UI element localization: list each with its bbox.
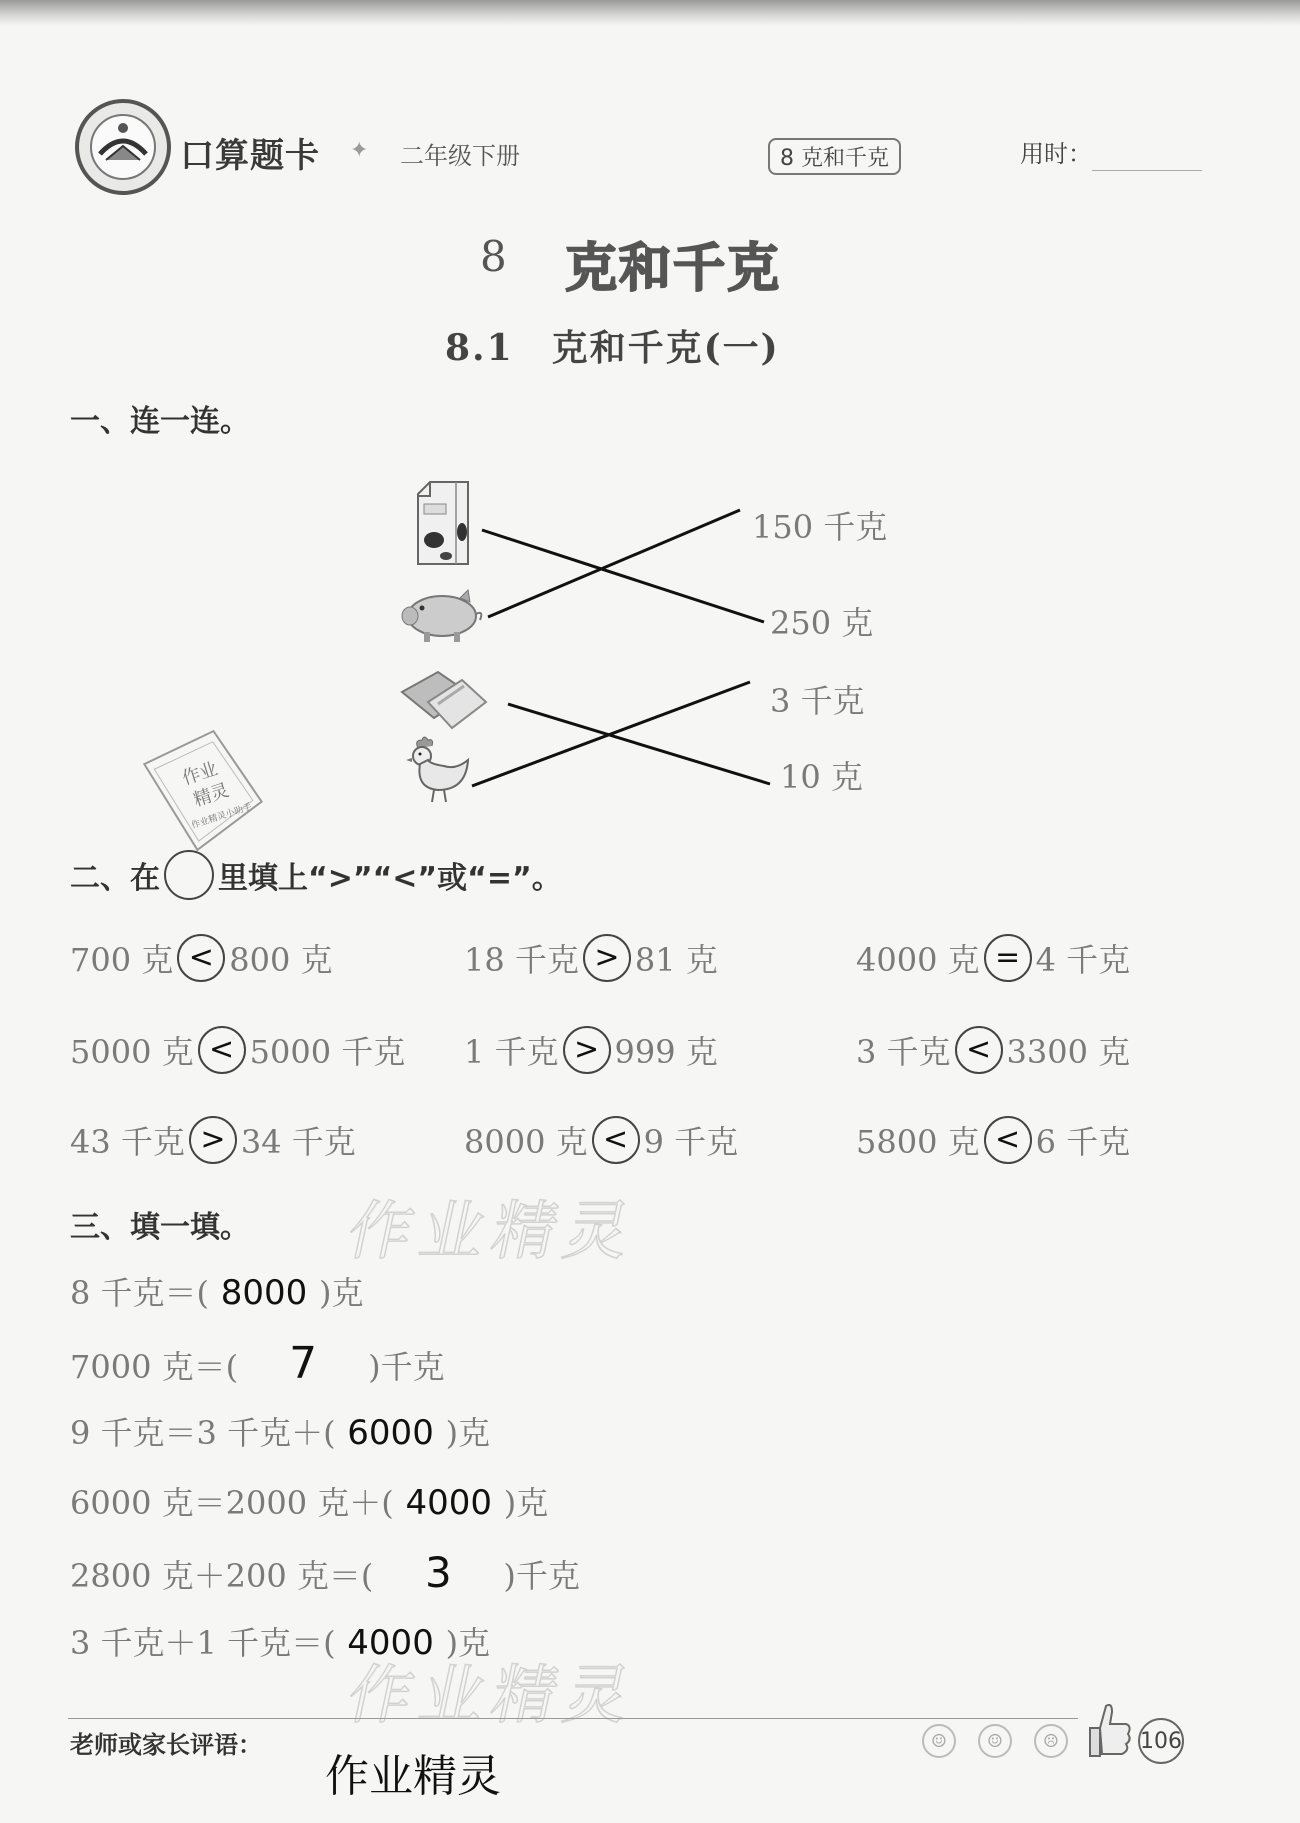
- fill-item: [70, 1548, 580, 1597]
- fill-answer[interactable]: 4000: [405, 1483, 492, 1523]
- compare-item: [70, 1116, 356, 1164]
- compare-item: [464, 934, 718, 982]
- compare-left: 700 克: [70, 941, 174, 979]
- section-2-heading-prefix: 二、在: [70, 861, 160, 896]
- compare-left: 5000 克: [70, 1033, 194, 1071]
- compare-right: 800 克: [229, 941, 333, 979]
- compare-right: 9 千克: [643, 1123, 739, 1161]
- lesson-title: 8.1 克和千克(一): [445, 327, 780, 369]
- compare-answer-circle[interactable]: <: [984, 1116, 1032, 1164]
- fill-prefix: 9 千克＝3 千克＋(: [70, 1414, 336, 1452]
- fill-item: [70, 1268, 364, 1314]
- star-icon: ✦: [350, 138, 369, 163]
- compare-item: [856, 1116, 1130, 1164]
- chapter-tag: 8 克和千克: [768, 138, 901, 175]
- compare-left: 1 千克: [464, 1033, 559, 1071]
- section-3-heading: 三、填一填。: [70, 1210, 250, 1245]
- watermark: 作业精灵: [340, 1659, 645, 1733]
- fill-suffix: )千克: [368, 1348, 445, 1386]
- fill-item: [70, 1338, 445, 1389]
- circle-symbol-icon: [164, 850, 214, 900]
- fill-answer[interactable]: 8000: [220, 1273, 308, 1313]
- comment-label: 老师或家长评语：: [70, 1731, 262, 1759]
- footer-divider: [68, 1718, 1078, 1719]
- fill-prefix: 6000 克＝2000 克＋(: [70, 1484, 394, 1522]
- compare-left: 18 千克: [464, 941, 579, 979]
- svg-text:作业: 作业: [179, 758, 221, 790]
- fill-prefix: 8 千克＝(: [70, 1274, 210, 1312]
- compare-item: [464, 1026, 718, 1074]
- compare-right: 5000 千克: [249, 1033, 406, 1071]
- compare-answer-circle[interactable]: <: [955, 1026, 1003, 1074]
- fill-item: [70, 1408, 490, 1454]
- time-label: 用时：: [1020, 140, 1092, 168]
- section-1-heading: 一、连一连。: [70, 404, 250, 439]
- unit-label: 3 千克: [770, 682, 865, 720]
- compare-right: 999 克: [614, 1033, 718, 1071]
- match-line: [482, 530, 764, 622]
- compare-answer-circle[interactable]: <: [198, 1026, 246, 1074]
- page-number: 106: [1138, 1718, 1184, 1764]
- compare-answer-circle[interactable]: =: [984, 934, 1032, 982]
- compare-answer-circle[interactable]: >: [583, 934, 631, 982]
- compare-item: [856, 934, 1130, 982]
- fill-suffix: )克: [445, 1414, 491, 1452]
- match-line: [472, 682, 750, 786]
- fill-prefix: 7000 克＝(: [70, 1348, 239, 1386]
- fill-prefix: 3 千克＋1 千克＝(: [70, 1624, 336, 1662]
- unit-label: 150 千克: [752, 508, 888, 546]
- compare-right: 3300 克: [1006, 1033, 1131, 1071]
- fill-suffix: )克: [445, 1624, 491, 1662]
- compare-answer-circle[interactable]: >: [189, 1116, 237, 1164]
- fill-suffix: )克: [319, 1274, 364, 1312]
- compare-right: 4 千克: [1035, 941, 1131, 979]
- chapter-number: 8: [480, 232, 507, 281]
- compare-left: 43 千克: [70, 1123, 185, 1161]
- compare-right: 6 千克: [1035, 1123, 1131, 1161]
- sad-face-icon[interactable]: ☹: [1034, 1724, 1068, 1758]
- compare-left: 8000 克: [464, 1123, 588, 1161]
- compare-right: 81 克: [634, 941, 718, 979]
- fill-suffix: )千克: [503, 1557, 580, 1595]
- compare-left: 5800 克: [856, 1123, 980, 1161]
- compare-item: [856, 1026, 1130, 1074]
- watermark: 作业精灵: [340, 1195, 645, 1269]
- compare-answer-circle[interactable]: <: [177, 934, 225, 982]
- compare-item: [70, 1026, 405, 1074]
- chapter-title: 克和千克: [565, 239, 782, 299]
- fill-item: [70, 1478, 548, 1524]
- svg-text:作业精灵小助手: 作业精灵小助手: [190, 802, 254, 832]
- fill-answer[interactable]: 4000: [347, 1623, 434, 1663]
- compare-right: 34 千克: [240, 1123, 356, 1161]
- compare-answer-circle[interactable]: >: [563, 1026, 611, 1074]
- thumbs-up-icon: [1086, 1700, 1134, 1760]
- svg-text:精灵: 精灵: [190, 779, 232, 811]
- compare-item: [464, 1116, 738, 1164]
- fill-suffix: )克: [503, 1484, 549, 1522]
- laughing-face-icon[interactable]: ☺: [922, 1724, 956, 1758]
- handwritten-signature: 作业精灵: [325, 1751, 501, 1802]
- brand-title: 口算题卡: [180, 136, 320, 176]
- smile-face-icon[interactable]: ☺: [978, 1724, 1012, 1758]
- compare-answer-circle[interactable]: <: [592, 1116, 640, 1164]
- fill-prefix: 2800 克＋200 克＝(: [70, 1557, 374, 1595]
- fill-answer[interactable]: 3: [424, 1548, 452, 1597]
- match-line: [508, 704, 770, 784]
- compare-left: 4000 克: [856, 941, 980, 979]
- compare-left: 3 千克: [856, 1033, 951, 1071]
- unit-label: 10 克: [780, 758, 863, 796]
- grade-label: 二年级下册: [400, 142, 520, 170]
- section-2-heading: [70, 850, 562, 900]
- unit-label: 250 克: [770, 604, 874, 642]
- fill-answer[interactable]: 7: [289, 1338, 318, 1389]
- section-2-heading-suffix: 里填上“>”“<”或“=”。: [218, 861, 562, 896]
- fill-answer[interactable]: 6000: [347, 1413, 434, 1453]
- compare-item: [70, 934, 333, 982]
